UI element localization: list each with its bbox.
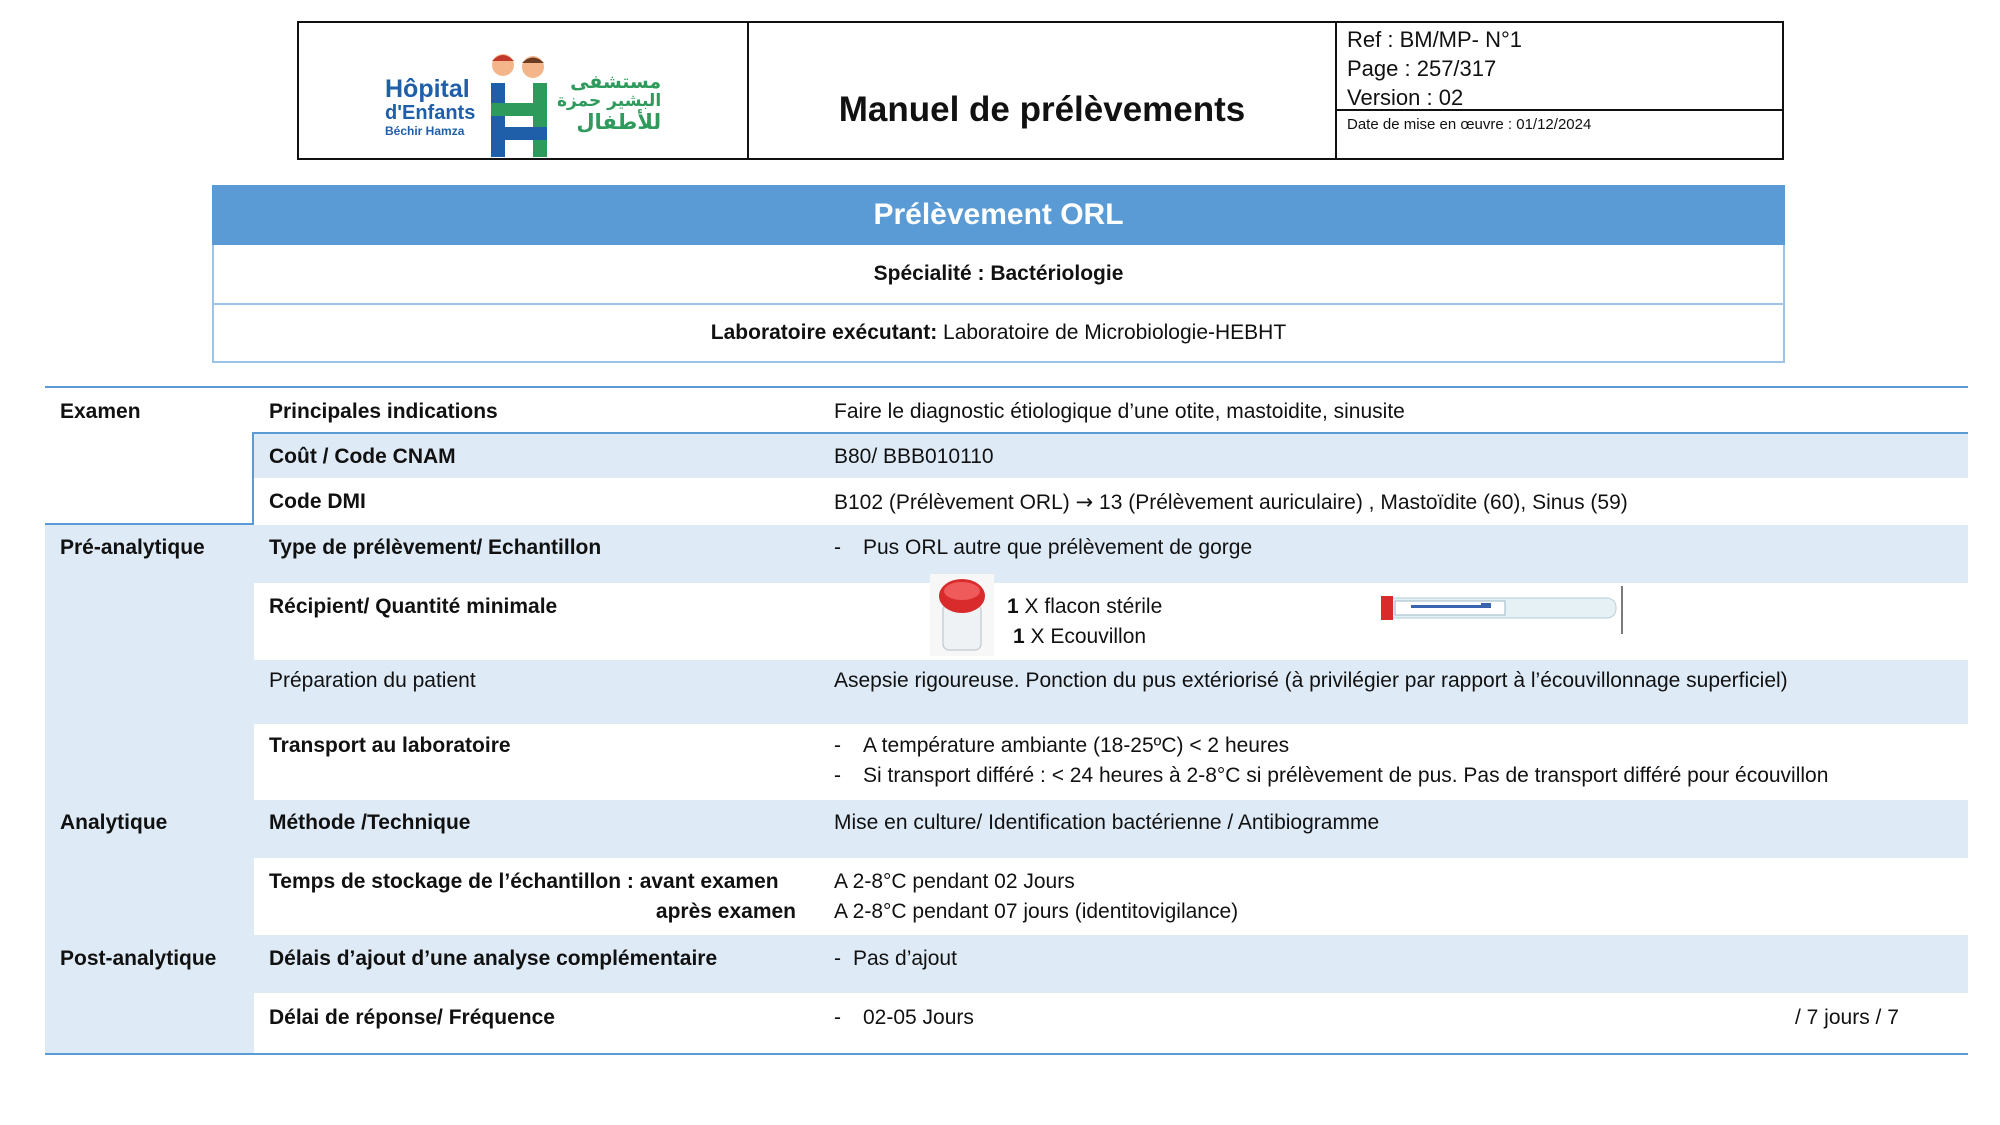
reference-info xyxy=(1337,23,1782,111)
delai-value: 02-05 Jours xyxy=(863,1006,974,1029)
hospital-logo xyxy=(299,23,749,158)
cout-label: Coût / Code CNAM xyxy=(269,445,456,468)
methode-value: Mise en culture/ Identification bactérienne / Antibiogramme xyxy=(834,811,1380,834)
indications-label: Principales indications xyxy=(269,400,498,423)
page-number: Page : 257/317 xyxy=(1347,56,1497,81)
delai-label: Délai de réponse/ Fréquence xyxy=(269,1006,555,1029)
section-post-analytique: Post-analytique xyxy=(60,947,217,970)
methode-label: Méthode /Technique xyxy=(269,811,471,834)
version: Version : 02 xyxy=(1347,85,1464,110)
cout-value: B80/ BBB010110 xyxy=(834,445,994,468)
indications-value: Faire le diagnostic étiologique d’une otite, mastoidite, sinusite xyxy=(834,400,1405,423)
type-label: Type de prélèvement/ Echantillon xyxy=(269,536,602,559)
delai-dash: - xyxy=(834,1006,841,1029)
sterile-flask-icon xyxy=(930,574,994,656)
section-pre-analytique: Pré-analytique xyxy=(60,536,205,559)
specialite-row xyxy=(212,245,1785,305)
table-bottom-border xyxy=(45,1053,1968,1055)
laboratoire-row xyxy=(212,303,1785,363)
swab-icon xyxy=(1381,586,1631,636)
document-header xyxy=(297,21,1784,160)
section-analytique: Analytique xyxy=(60,811,168,834)
implementation-date: Date de mise en œuvre : 01/12/2024 xyxy=(1347,116,1592,133)
transport-value-2: Si transport différé : < 24 heures à 2-8°C si prélèvement de pus. Pas de transport différé pour écouvillon xyxy=(863,764,1829,787)
document-reference xyxy=(1337,23,1782,158)
section-examen: Examen xyxy=(60,400,141,423)
recipient-flacon: 1 X flacon stérile xyxy=(1007,595,1163,618)
preparation-value: Asepsie rigoureuse. Ponction du pus extériorisé (à privilégier par rapport à l’écouvillonnage superficiel) xyxy=(834,669,1788,692)
type-value: Pus ORL autre que prélèvement de gorge xyxy=(863,536,1253,559)
recipient-ecouvillon: 1 X Ecouvillon xyxy=(1013,625,1147,648)
delai-frequence: / 7 jours / 7 xyxy=(1795,1006,1899,1029)
ajout-label: Délais d’ajout d’une analyse complémentaire xyxy=(269,947,718,970)
transport-dash-1: - xyxy=(834,734,841,757)
preparation-label: Préparation du patient xyxy=(269,669,476,692)
manual-title: Manuel de prélèvements xyxy=(749,23,1337,158)
stockage-value-apres: A 2-8°C pendant 07 jours (identitovigilance) xyxy=(834,900,1239,923)
logo-arabic-text: مستشفى البشير حمزة للأطفال xyxy=(557,71,662,134)
type-dash: - xyxy=(834,536,841,559)
stockage-label-apres: après examen xyxy=(655,900,796,923)
recipient-label: Récipient/ Quantité minimale xyxy=(269,595,558,618)
arrow-right-icon: → xyxy=(1075,490,1094,514)
children-logo-icon xyxy=(487,51,555,166)
transport-dash-2: - xyxy=(834,764,841,787)
logo-french-text: Hôpital d'Enfants Béchir Hamza xyxy=(385,75,476,138)
transport-label: Transport au laboratoire xyxy=(269,734,511,757)
ajout-dash: - xyxy=(834,947,841,970)
dmi-label: Code DMI xyxy=(269,490,366,513)
stockage-label-avant: Temps de stockage de l’échantillon : avant examen xyxy=(269,870,779,893)
table-top-border xyxy=(45,386,1968,388)
ref-number: Ref : BM/MP- N°1 xyxy=(1347,27,1523,52)
ajout-value: Pas d’ajout xyxy=(853,947,957,970)
specialite-label: Spécialité : Bactériologie xyxy=(873,262,1124,285)
stockage-value-avant: A 2-8°C pendant 02 Jours xyxy=(834,870,1075,893)
row-divider xyxy=(254,432,1968,434)
sheet-title: Prélèvement ORL xyxy=(212,185,1785,245)
dmi-value: B102 (Prélèvement ORL) → 13 (Prélèvement auriculaire) , Mastoïdite (60), Sinus (59) xyxy=(834,490,1628,514)
examen-group-border xyxy=(252,432,254,524)
laboratoire-label: Laboratoire exécutant: xyxy=(710,321,938,344)
row-band-cout xyxy=(254,433,1968,478)
transport-value-1: A température ambiante (18-25ºC) < 2 heures xyxy=(863,734,1290,757)
laboratoire-value: Laboratoire de Microbiologie-HEBHT xyxy=(937,321,1287,344)
